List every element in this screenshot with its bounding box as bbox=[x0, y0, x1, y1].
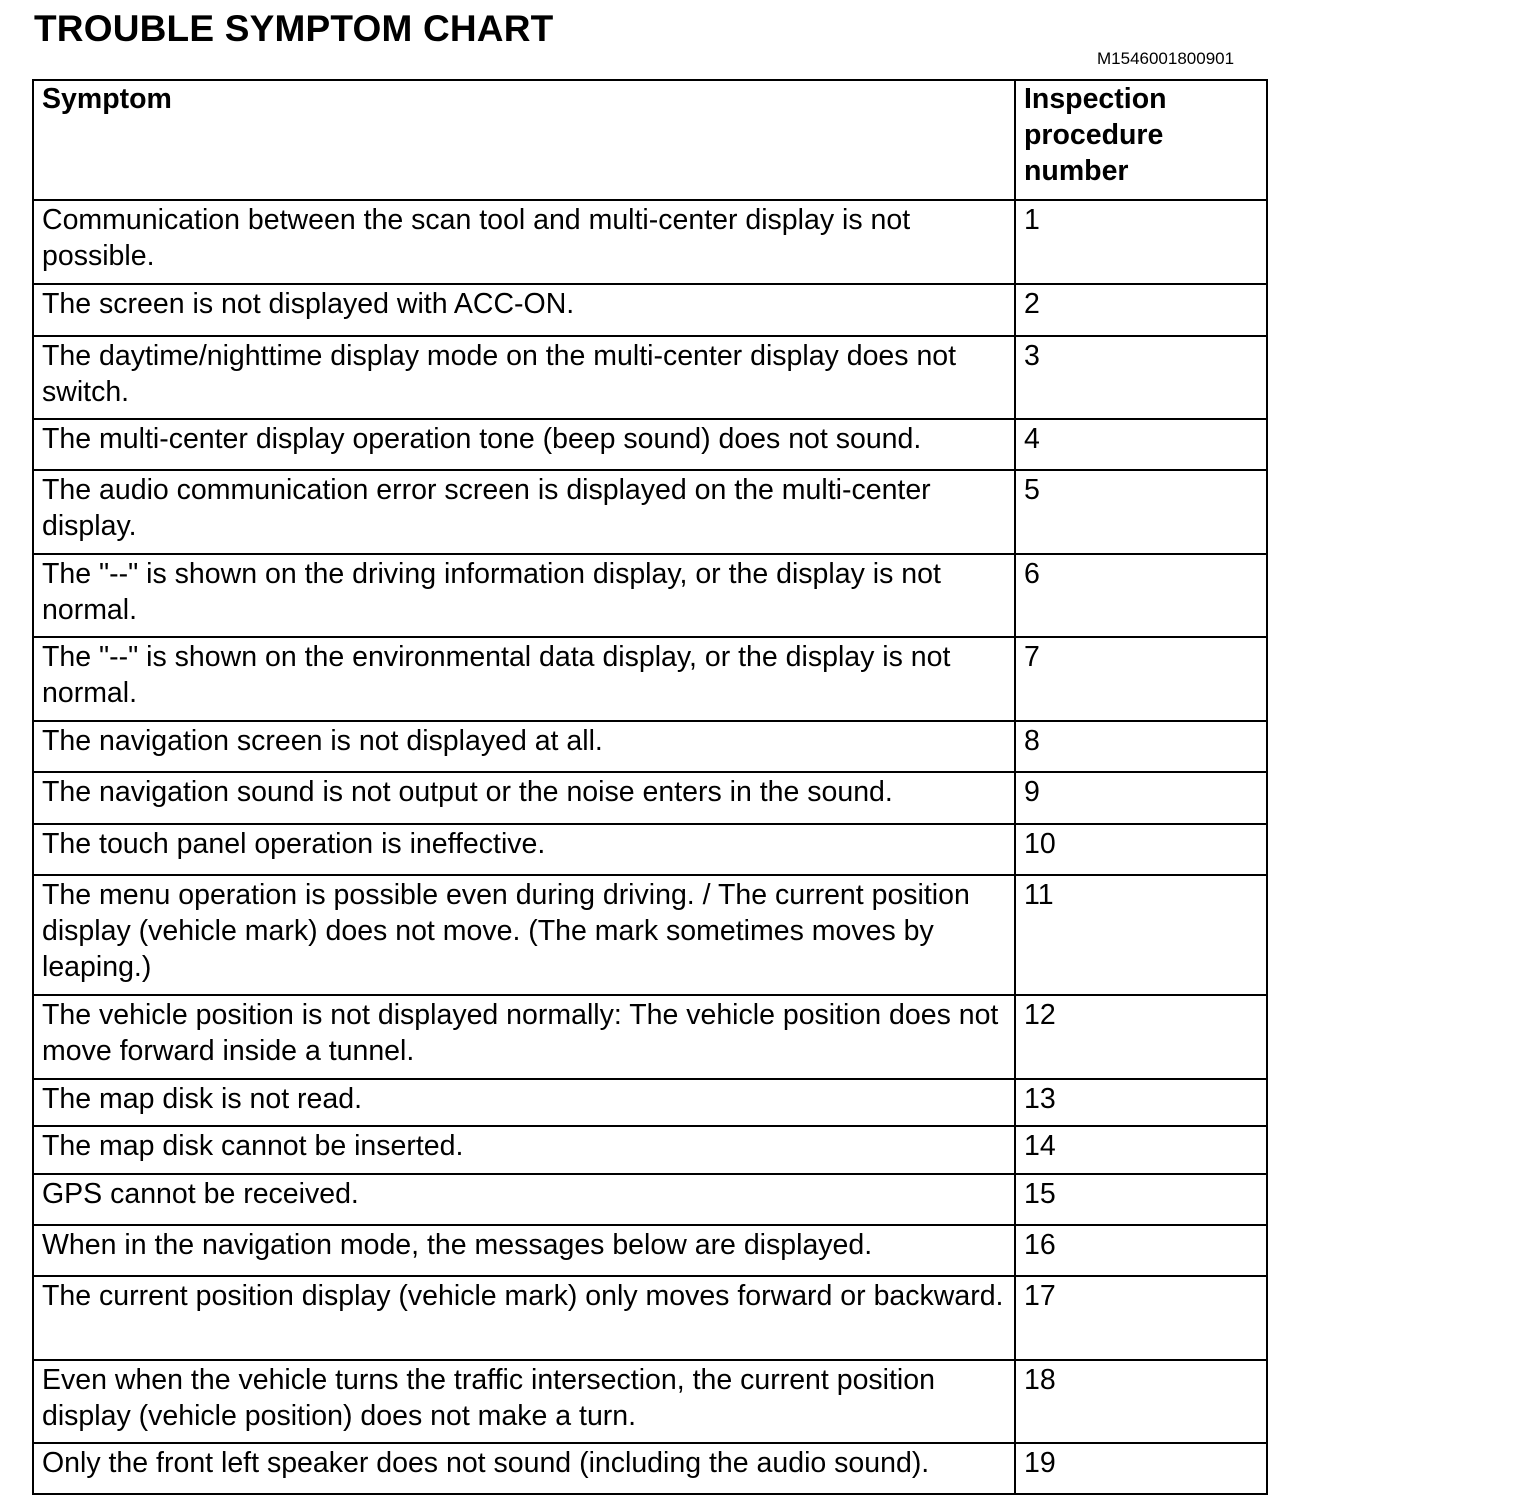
symptom-cell: When in the navigation mode, the messages below are displayed. bbox=[33, 1225, 1015, 1276]
table-row bbox=[33, 1225, 1267, 1276]
table-row bbox=[33, 419, 1267, 470]
procedure-number-cell: 2 bbox=[1015, 284, 1267, 336]
symptom-cell: The daytime/nighttime display mode on the multi-center display does not switch. bbox=[33, 336, 1015, 419]
symptom-cell: The touch panel operation is ineffective. bbox=[33, 824, 1015, 875]
table-row bbox=[33, 1126, 1267, 1174]
procedure-number-cell: 7 bbox=[1015, 637, 1267, 721]
document-id: M1546001800901 bbox=[1097, 49, 1235, 68]
symptom-cell: The map disk cannot be inserted. bbox=[33, 1126, 1015, 1174]
table-row bbox=[33, 875, 1267, 995]
symptom-cell: The vehicle position is not displayed normally: The vehicle position does not move forward inside a tunnel. bbox=[33, 995, 1015, 1079]
column-header-symptom: Symptom bbox=[33, 80, 1015, 200]
table-row bbox=[33, 1174, 1267, 1225]
table-row bbox=[33, 772, 1267, 824]
table-row bbox=[33, 637, 1267, 721]
procedure-number-cell: 1 bbox=[1015, 200, 1267, 284]
procedure-number-cell: 10 bbox=[1015, 824, 1267, 875]
table-row bbox=[33, 1360, 1267, 1443]
table-row bbox=[33, 1276, 1267, 1360]
symptom-cell: Only the front left speaker does not sound (including the audio sound). bbox=[33, 1443, 1015, 1494]
symptom-cell: The current position display (vehicle mark) only moves forward or backward. bbox=[33, 1276, 1015, 1360]
table-header-row bbox=[33, 80, 1267, 200]
column-header-procedure-number: Inspection procedure number bbox=[1015, 80, 1267, 200]
symptom-cell: The map disk is not read. bbox=[33, 1079, 1015, 1126]
procedure-number-cell: 19 bbox=[1015, 1443, 1267, 1494]
table-row bbox=[33, 995, 1267, 1079]
table-row bbox=[33, 1079, 1267, 1126]
table-row bbox=[33, 200, 1267, 284]
symptom-cell: Even when the vehicle turns the traffic intersection, the current position display (vehicle position) does not make a turn. bbox=[33, 1360, 1015, 1443]
table-row bbox=[33, 284, 1267, 336]
symptom-cell: The multi-center display operation tone (beep sound) does not sound. bbox=[33, 419, 1015, 470]
procedure-number-cell: 6 bbox=[1015, 554, 1267, 637]
table-row bbox=[33, 1443, 1267, 1494]
symptom-cell: GPS cannot be received. bbox=[33, 1174, 1015, 1225]
table-row bbox=[33, 721, 1267, 772]
procedure-number-cell: 8 bbox=[1015, 721, 1267, 772]
table-row bbox=[33, 824, 1267, 875]
procedure-number-cell: 9 bbox=[1015, 772, 1267, 824]
procedure-number-cell: 18 bbox=[1015, 1360, 1267, 1443]
symptom-cell: Communication between the scan tool and multi-center display is not possible. bbox=[33, 200, 1015, 284]
symptom-cell: The "--" is shown on the driving information display, or the display is not normal. bbox=[33, 554, 1015, 637]
symptom-cell: The screen is not displayed with ACC-ON. bbox=[33, 284, 1015, 336]
table-row bbox=[33, 470, 1267, 554]
procedure-number-cell: 14 bbox=[1015, 1126, 1267, 1174]
procedure-number-cell: 15 bbox=[1015, 1174, 1267, 1225]
trouble-symptom-table bbox=[32, 79, 1268, 1495]
symptom-cell: The navigation sound is not output or the noise enters in the sound. bbox=[33, 772, 1015, 824]
procedure-number-cell: 16 bbox=[1015, 1225, 1267, 1276]
table-row bbox=[33, 554, 1267, 637]
procedure-number-cell: 13 bbox=[1015, 1079, 1267, 1126]
symptom-cell: The navigation screen is not displayed at all. bbox=[33, 721, 1015, 772]
procedure-number-cell: 11 bbox=[1015, 875, 1267, 995]
symptom-cell: The audio communication error screen is displayed on the multi-center display. bbox=[33, 470, 1015, 554]
procedure-number-cell: 17 bbox=[1015, 1276, 1267, 1360]
symptom-cell: The "--" is shown on the environmental data display, or the display is not normal. bbox=[33, 637, 1015, 721]
procedure-number-cell: 4 bbox=[1015, 419, 1267, 470]
procedure-number-cell: 3 bbox=[1015, 336, 1267, 419]
page-title: TROUBLE SYMPTOM CHART bbox=[34, 8, 554, 49]
symptom-cell: The menu operation is possible even during driving. / The current position display (vehicle mark) does not move. (The mark sometimes moves by leaping.) bbox=[33, 875, 1015, 995]
procedure-number-cell: 5 bbox=[1015, 470, 1267, 554]
procedure-number-cell: 12 bbox=[1015, 995, 1267, 1079]
table-row bbox=[33, 336, 1267, 419]
